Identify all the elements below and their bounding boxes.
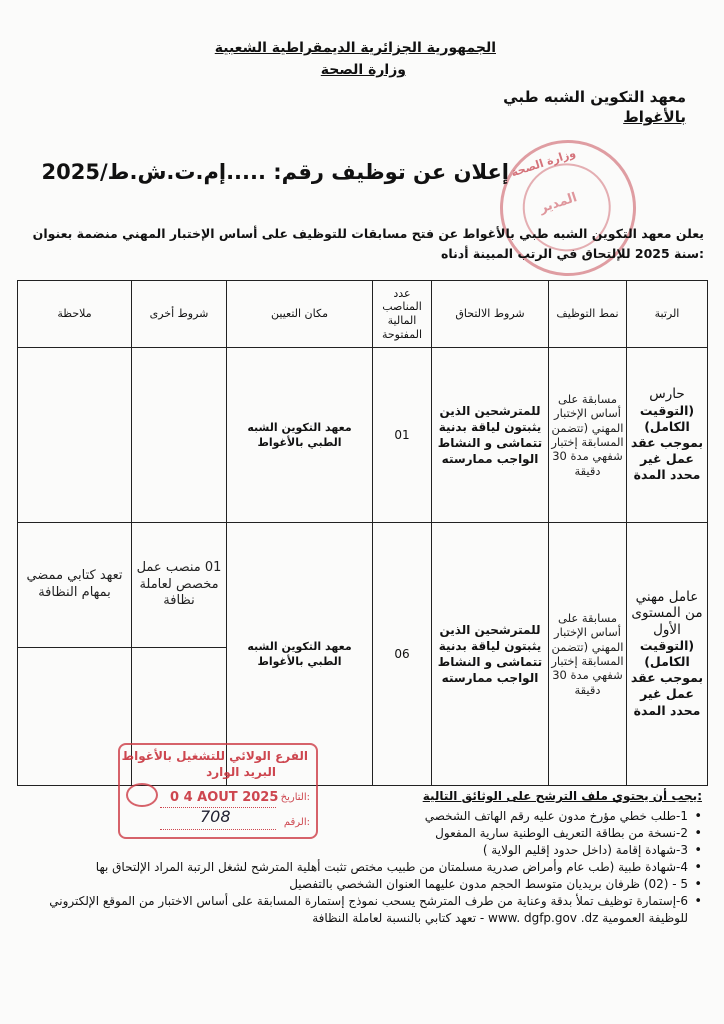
table-row [18, 348, 708, 523]
list-item: • 1-طلب خطي مؤرخ مدون عليه رقم الهاتف الشخصي [12, 808, 702, 825]
header-posts: عدد المناصب المالية المفتوحة [373, 281, 432, 348]
mode-cell: مسابقة على أساس الإختبار المهني (تتضمن المسابقة إختبار شفهي مدة 30 دقيقة [549, 523, 627, 786]
rank-name: عامل مهني من المستوى الأول [631, 589, 703, 638]
place-cell: معهد التكوين الشبه الطبي بالأغواط [227, 523, 373, 786]
intro-line-1: يعلن معهد التكوين الشبه طبي بالأغواط عن فتح مسابقات للتوظيف على أساس الإختبار المهني منضمة بعنوان [32, 226, 704, 241]
list-item: • 2-نسخة من بطاقة التعريف الوطنية سارية المفعول [12, 825, 702, 842]
received-stamp-office: الفرع الولائي للتشغيل بالأغواط [121, 749, 308, 763]
header-place: مكان التعيين [227, 281, 373, 348]
official-round-stamp [482, 122, 653, 293]
header-notes: ملاحظة [18, 281, 132, 348]
received-stamp-number: 708 [200, 807, 231, 826]
rank-detail: (التوقيت الكامل) بموجب عقد عمل غير محدد المدة [630, 637, 704, 718]
stamp-logo-icon [126, 783, 158, 807]
list-item: • 3-شهادة إقامة (داخل حدود إقليم الولاية ) [12, 842, 702, 859]
rank-cell [627, 523, 708, 786]
posts-cell: 01 [373, 348, 432, 523]
other-cell [132, 348, 227, 523]
place-cell: معهد التكوين الشبه الطبي بالأغواط [227, 348, 373, 523]
institute-city: بالأغواط [623, 108, 686, 126]
list-item: • 6-إستمارة توظيف تملأ بدقة وعناية من طرف المترشح يسحب نموذج إستمارة المسابقة على أساس الاختبار من الموقع الإلكتروني للوظيفة العمومية www. dgfp.gov .dz - تعهد كتابي بالنسبة لعاملة النظافة [12, 893, 702, 927]
table-header-row [18, 281, 708, 348]
conditions-cell: للمترشحين الذين يثبتون لياقة بدنية تتماشى و النشاط الواجب ممارسته [432, 348, 549, 523]
round-stamp-top-text: وزارة الصحة [509, 146, 578, 180]
received-stamp-date-label: التاريخ: [280, 792, 310, 803]
rank-cell [627, 348, 708, 523]
notes-cell [18, 348, 132, 523]
round-stamp-center-text: المدير [537, 190, 579, 217]
institute-name: معهد التكوين الشبه طبي [503, 88, 686, 106]
received-stamp-number-label: الرقم: [283, 817, 310, 828]
republic-heading: الجمهورية الجزائرية الديمقراطية الشعبية [214, 40, 496, 56]
documents-list [12, 808, 702, 927]
header-other: شروط أخرى [132, 281, 227, 348]
recruitment-table [17, 280, 708, 786]
table-row [18, 523, 708, 648]
header-rank: الرتبة [627, 281, 708, 348]
rank-name: حارس [649, 386, 685, 403]
posts-cell: 06 [373, 523, 432, 786]
ministry-heading: وزارة الصحة [320, 62, 406, 78]
notes-cell-empty [18, 648, 132, 786]
received-stamp-date: 0 4 AOUT 2025 [170, 790, 279, 805]
notes-cell: تعهد كتابي ممضي بمهام النظافة [18, 523, 132, 648]
rank-detail: (التوقيت الكامل) بموجب عقد عمل غير محدد المدة [630, 402, 704, 483]
header-conditions: شروط الالتحاق [432, 281, 549, 348]
list-item: • 5 - (02) ظرفان بريديان متوسط الحجم مدون عليهما العنوان الشخصي بالتفصيل [12, 876, 702, 893]
list-item: • 4-شهادة طبية (طب عام وأمراض صدرية مسلمتان من طبيب مختص تثبت أهلية المترشح لشغل الرتبة المراد الإلتحاق بها [12, 859, 702, 876]
other-cell: 01 منصب عمل مخصص لعاملة نظافة [132, 523, 227, 648]
mode-cell: مسابقة على أساس الإختبار المهني (تتضمن المسابقة إختبار شفهي مدة 30 دقيقة [549, 348, 627, 523]
header-mode: نمط التوظيف [549, 281, 627, 348]
intro-line-2: سنة 2025 للإلتحاق في الرتب المبينة أدناه: [441, 246, 704, 261]
conditions-cell: للمترشحين الذين يثبتون لياقة بدنية تتماشى و النشاط الواجب ممارسته [432, 523, 549, 786]
received-stamp-label: البريد الوارد [206, 765, 276, 779]
documents-heading: يجب أن يحتوي ملف الترشح على الوثائق التالية: [422, 789, 702, 803]
announcement-title: إعلان عن توظيف رقم: .....إم.ت.ش.ط/2025 [41, 160, 509, 184]
